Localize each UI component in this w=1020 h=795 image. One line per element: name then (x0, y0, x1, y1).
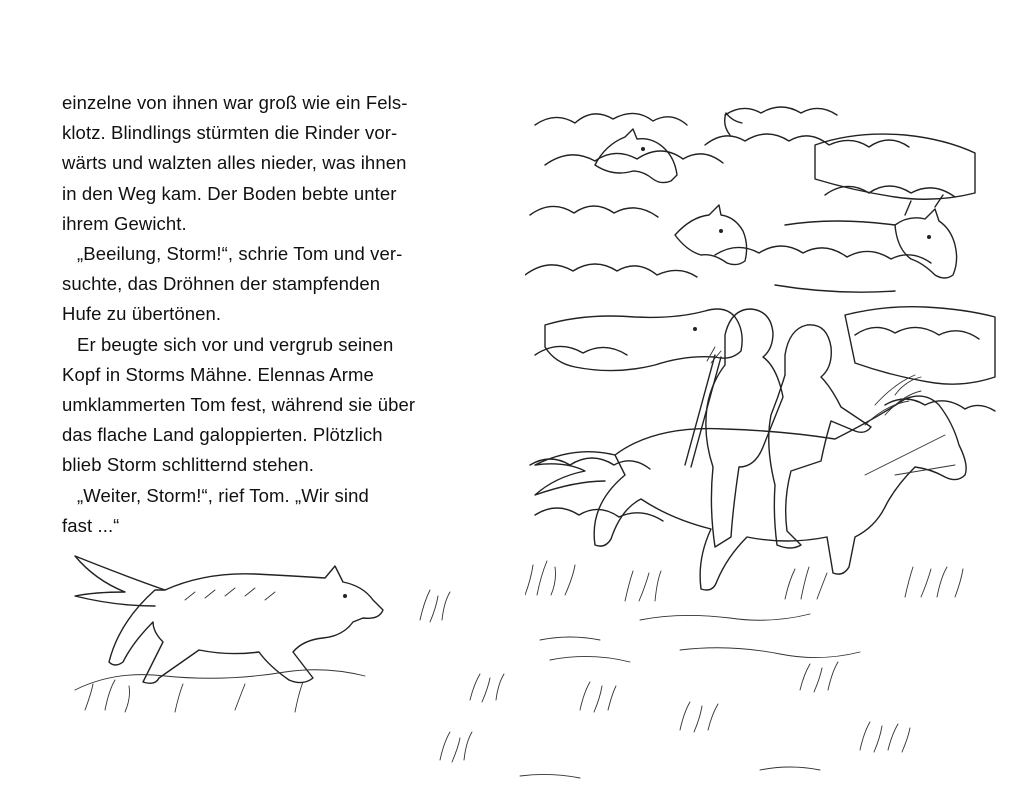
text-line: blieb Storm schlitternd stehen. (62, 454, 314, 476)
text-line: fast ...“ (62, 514, 120, 536)
text-line: wärts und walzten alles nieder, was ihnen (62, 152, 407, 174)
text-line: Kopf in Storms Mähne. Elennas Arme (62, 363, 374, 385)
text-line: suchte, das Dröhnen der stampfenden (62, 273, 381, 295)
text-line: das flache Land galoppierten. Plötzlich (62, 424, 383, 446)
cattle-stampede-riders-illustration (525, 105, 1005, 605)
text-line: „Weiter, Storm!“, rief Tom. „Wir sind (77, 484, 369, 506)
dust-clouds (525, 107, 995, 521)
text-line: einzelne von ihnen war groß wie ein Fels- (62, 92, 408, 113)
text-line: ihrem Gewicht. (62, 212, 187, 234)
text-line: „Beeilung, Storm!“, schrie Tom und ver- (77, 243, 403, 265)
body-text (62, 88, 462, 541)
text-line: Er beugte sich vor und vergrub seinen (77, 333, 394, 355)
text-line: Hufe zu übertönen. (62, 303, 222, 325)
horse-and-riders (535, 309, 966, 590)
grass-foreground-illustration (380, 580, 980, 790)
text-line: umklammerten Tom fest, während sie über (62, 394, 416, 416)
wolf-running-illustration (55, 540, 385, 720)
text-line: klotz. Blindlings stürmten die Rinder vor- (62, 122, 398, 144)
text-line: in den Weg kam. Der Boden bebte unter (62, 182, 397, 204)
